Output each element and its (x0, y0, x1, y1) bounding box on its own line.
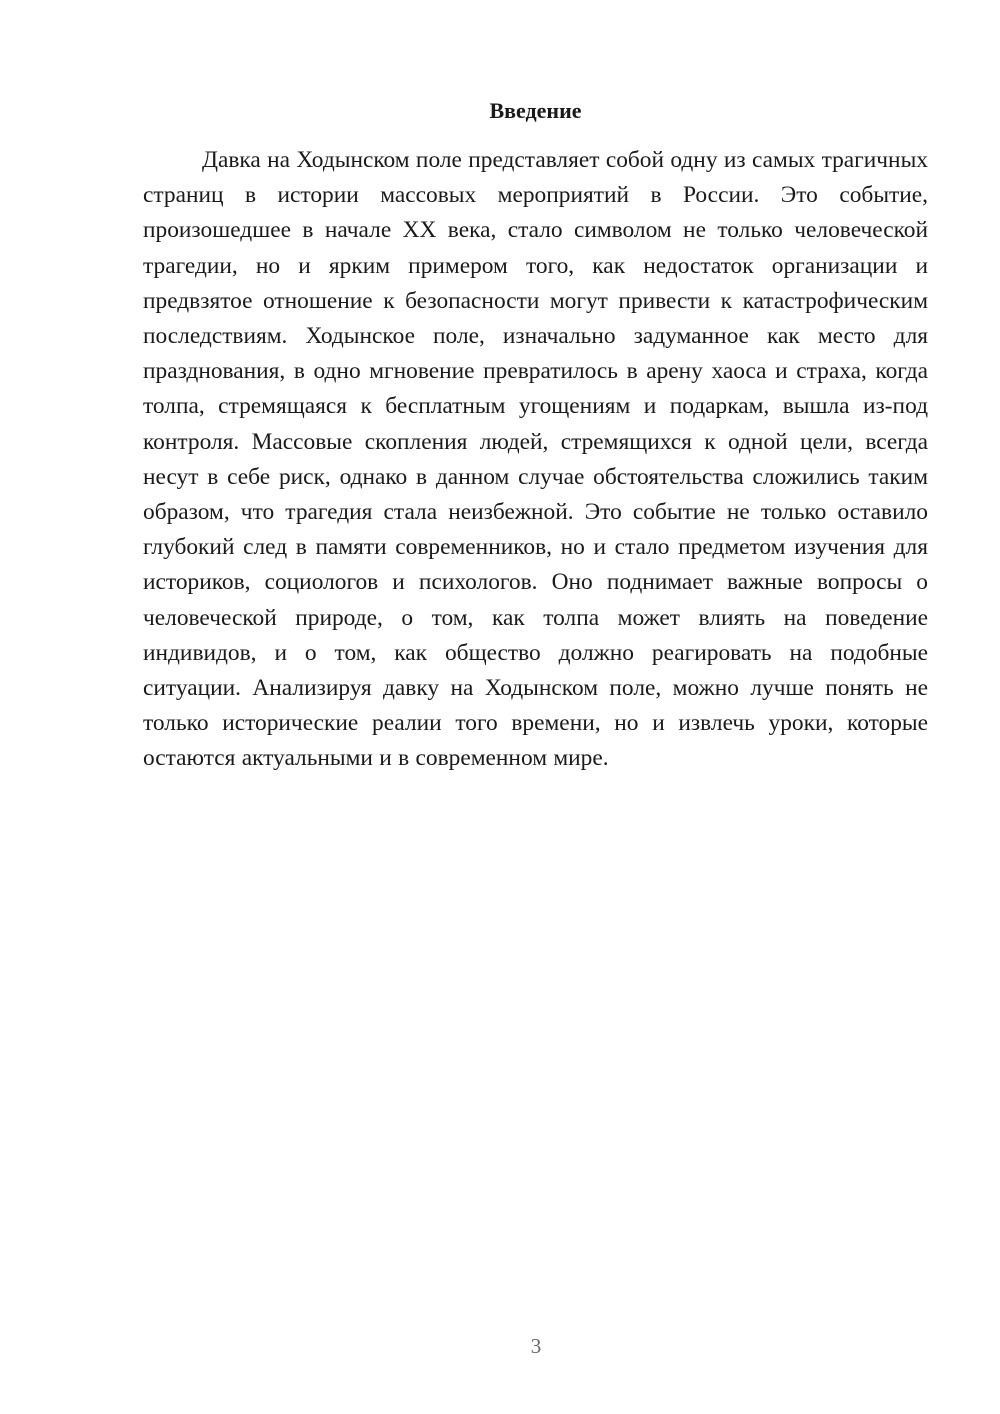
section-heading: Введение (489, 98, 582, 123)
page-number: 3 (530, 1334, 542, 1358)
body-paragraph: Давка на Ходынском поле представляет собой одну из самых трагичных страниц в истории массовых мероприятий в России. Это событие, произошедшее в начале XX века, стало символом не только человеческой трагедии, но и ярким примером того, как недостаток организации и предвзятое отношение к безопасности могут привести к катастрофическим последствиям. Ходынское поле, изначально задуманное как место для празднования, в одно мгновение превратилось в арену хаоса и страха, когда толпа, стремящаяся к бесплатным угощениям и подаркам, вышла из-под контроля. Массовые скопления людей, стремящихся к одной цели, всегда несут в себе риск, однако в данном случае обстоятельства сложились таким образом, что трагедия стала неизбежной. Это событие не только оставило глубокий след в памяти современников, но и стало предметом изучения для историков, социологов и психологов. Оно поднимает важные вопросы о человеческой природе, о том, как толпа может влиять на поведение индивидов, и о том, как общество должно реагировать на подобные ситуации. Анализируя давку на Ходынском поле, можно лучше понять не только исторические реалии того времени, но и извлечь уроки, которые остаются актуальными и в современном мире. (143, 147, 928, 772)
